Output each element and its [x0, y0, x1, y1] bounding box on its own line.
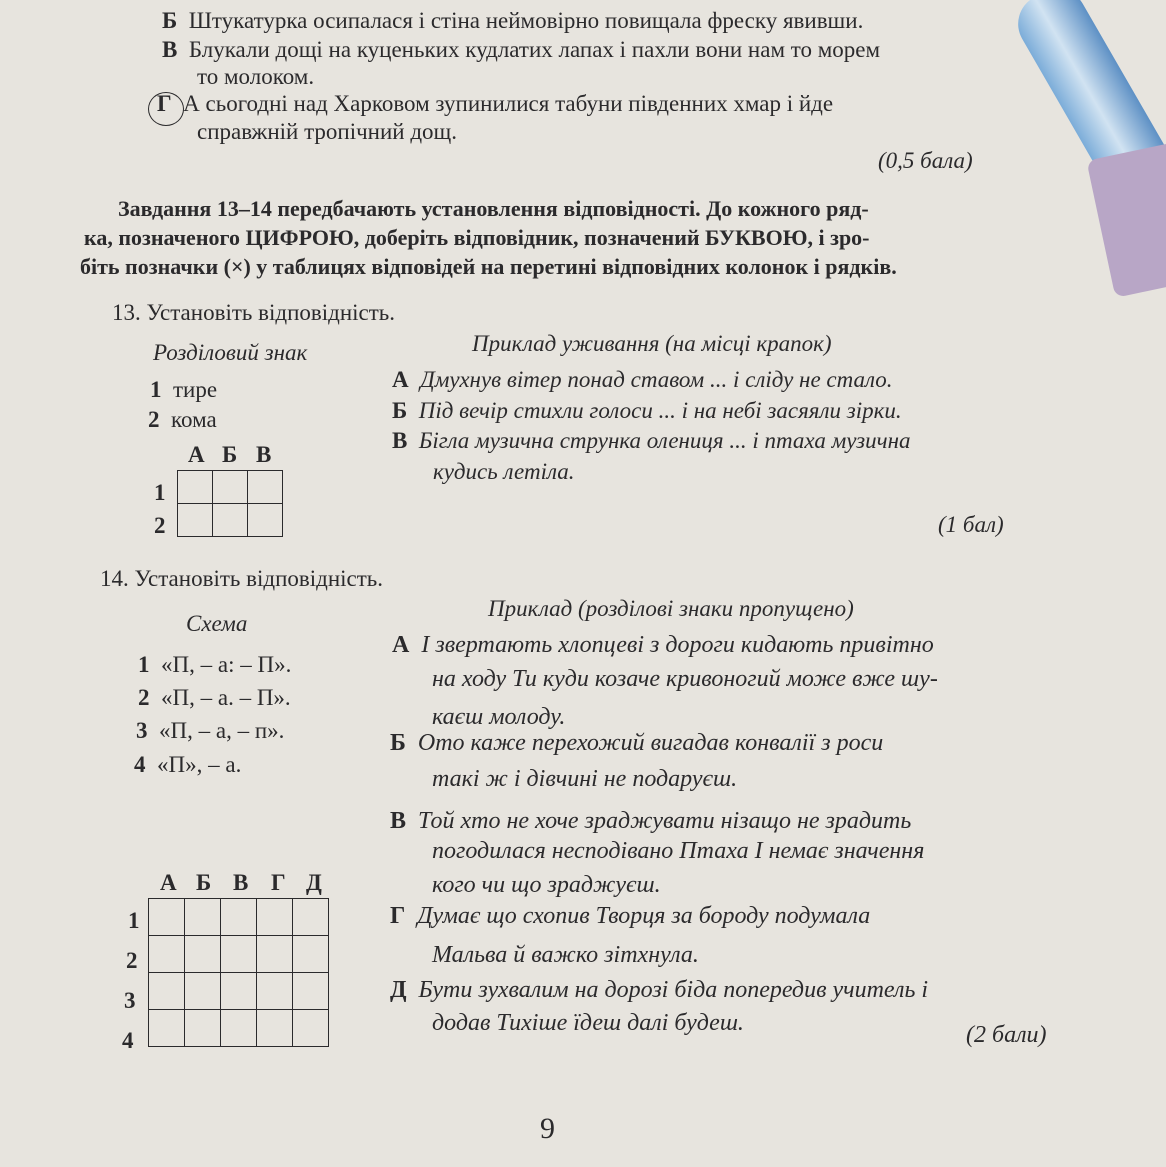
- task14-option-v-l2: погодилася несподівано Птаха І немає значення: [432, 838, 925, 864]
- task14-grid-row-3: 3: [124, 988, 136, 1013]
- grid-cell[interactable]: [178, 471, 213, 504]
- grid-cell[interactable]: [185, 899, 221, 936]
- task14-scheme-2: 2 «П, – а. – П».: [138, 685, 291, 710]
- task13-title: 13. Установіть відповідність.: [112, 300, 396, 325]
- task14-scheme-3: 3 «П, – а, – п».: [136, 718, 285, 743]
- grid-cell[interactable]: [248, 471, 283, 504]
- grid-cell[interactable]: [213, 504, 248, 537]
- grid-cell[interactable]: [293, 936, 329, 973]
- grid-cell[interactable]: [185, 936, 221, 973]
- task14-grid-row-4: 4: [122, 1028, 134, 1053]
- task14-grid-row-2: 2: [126, 948, 138, 973]
- task14-scheme-4: 4 «П», – а.: [134, 752, 242, 777]
- grid-cell[interactable]: [257, 1010, 293, 1047]
- task14-left-header: Схема: [186, 611, 248, 636]
- task14-option-d-l2: додав Тихіше їдеш далі будеш.: [432, 1010, 744, 1036]
- task13-left-item-2: 2 кома: [148, 407, 217, 432]
- grid-cell[interactable]: [257, 973, 293, 1010]
- task13-left-header: Розділовий знак: [153, 340, 308, 365]
- task14-grid-row-1: 1: [128, 908, 140, 933]
- task13-option-b: Б Під вечір стихли голоси ... і на небі засяяли зірки.: [392, 398, 902, 423]
- grid-cell[interactable]: [185, 1010, 221, 1047]
- grid-cell[interactable]: [221, 1010, 257, 1047]
- task13-answer-grid: [177, 470, 283, 537]
- option-b-top: Б Штукатурка осипалася і стіна неймовірно повищала фреску явивши.: [162, 8, 864, 33]
- task14-option-a-l3: каєш молоду.: [432, 704, 566, 730]
- grid-cell[interactable]: [185, 973, 221, 1010]
- task13-grid-row-2: 2: [154, 513, 166, 538]
- task14-scheme-1: 1 «П, – а: – П».: [138, 652, 292, 677]
- grid-cell[interactable]: [257, 936, 293, 973]
- task14-option-b: Б Ото каже перехожий вигадав конвалії з роси: [390, 730, 884, 756]
- grid-cell[interactable]: [149, 973, 185, 1010]
- task14-option-g-l2: Мальва й важко зітхнула.: [432, 942, 699, 968]
- task14-option-v: В Той хто не хоче зраджувати нізащо не зрадить: [390, 808, 912, 834]
- task14-title: 14. Установіть відповідність.: [100, 566, 384, 591]
- task13-right-header: Приклад уживання (на місці крапок): [472, 331, 832, 356]
- grid-cell[interactable]: [221, 973, 257, 1010]
- task14-option-b-l2: такі ж і дівчині не подаруєш.: [432, 766, 738, 792]
- grid-cell[interactable]: [149, 936, 185, 973]
- instruction-line-1: Завдання 13–14 передбачають установлення відповідності. До кожного ряд-: [118, 196, 869, 221]
- task13-grid-row-1: 1: [154, 480, 166, 505]
- grid-cell[interactable]: [293, 973, 329, 1010]
- grid-cell[interactable]: [213, 471, 248, 504]
- top-score: (0,5 бала): [878, 148, 973, 173]
- page-number: 9: [540, 1112, 555, 1145]
- task13-grid-col-a: А: [188, 442, 205, 467]
- grid-cell[interactable]: [178, 504, 213, 537]
- task14-right-header: Приклад (розділові знаки пропущено): [488, 596, 854, 621]
- task14-option-a-l2: на ходу Ти куди козаче кривоногий може вже шу-: [432, 666, 938, 692]
- task14-option-d: Д Бути зухвалим на дорозі біда попередив учитель і: [390, 977, 929, 1003]
- task14-grid-col-b: Б: [196, 870, 212, 895]
- grid-cell[interactable]: [293, 1010, 329, 1047]
- option-v-top: В Блукали дощі на куценьких кудлатих лапах і пахли вони нам то морем: [162, 37, 881, 62]
- book-cover-decoration: [1086, 142, 1166, 298]
- task14-score: (2 бали): [966, 1022, 1047, 1048]
- grid-cell[interactable]: [248, 504, 283, 537]
- task13-grid-col-b: Б: [222, 442, 238, 467]
- task13-option-v: В Бігла музична струнка олениця ... і птаха музична: [392, 428, 911, 453]
- task13-left-item-1: 1 тире: [150, 377, 218, 402]
- task14-grid-col-d: Д: [306, 870, 322, 895]
- task13-option-v-cont: кудись летіла.: [433, 459, 575, 484]
- task13-option-a: А Дмухнув вітер понад ставом ... і сліду не стало.: [392, 367, 893, 392]
- task13-grid-col-v: В: [256, 442, 272, 467]
- grid-cell[interactable]: [257, 899, 293, 936]
- task14-grid-col-v: В: [233, 870, 249, 895]
- task14-grid-col-g: Г: [271, 870, 286, 895]
- task14-option-v-l3: кого чи що зраджуєш.: [432, 872, 661, 898]
- option-g-top: Г А сьогодні над Харковом зупинилися табуни південних хмар і йде: [157, 91, 834, 116]
- instruction-line-2: ка, позначеного ЦИФРОЮ, доберіть відповідник, позначений БУКВОЮ, і зро-: [84, 225, 870, 250]
- grid-cell[interactable]: [221, 936, 257, 973]
- grid-cell[interactable]: [221, 899, 257, 936]
- grid-cell[interactable]: [149, 1010, 185, 1047]
- task14-option-a: А І звертають хлопцеві з дороги кидають привітно: [392, 632, 934, 658]
- task14-answer-grid: [148, 898, 329, 1047]
- task13-score: (1 бал): [938, 512, 1004, 537]
- option-v-top-cont: то молоком.: [197, 64, 315, 89]
- option-g-top-cont: справжній тропічний дощ.: [197, 119, 458, 144]
- instruction-line-3: біть позначки (×) у таблицях відповідей на перетині відповідних колонок і рядків.: [80, 254, 897, 279]
- task14-grid-col-a: А: [160, 870, 177, 895]
- grid-cell[interactable]: [293, 899, 329, 936]
- grid-cell[interactable]: [149, 899, 185, 936]
- task14-option-g: Г Думає що схопив Творця за бороду подумала: [390, 903, 871, 929]
